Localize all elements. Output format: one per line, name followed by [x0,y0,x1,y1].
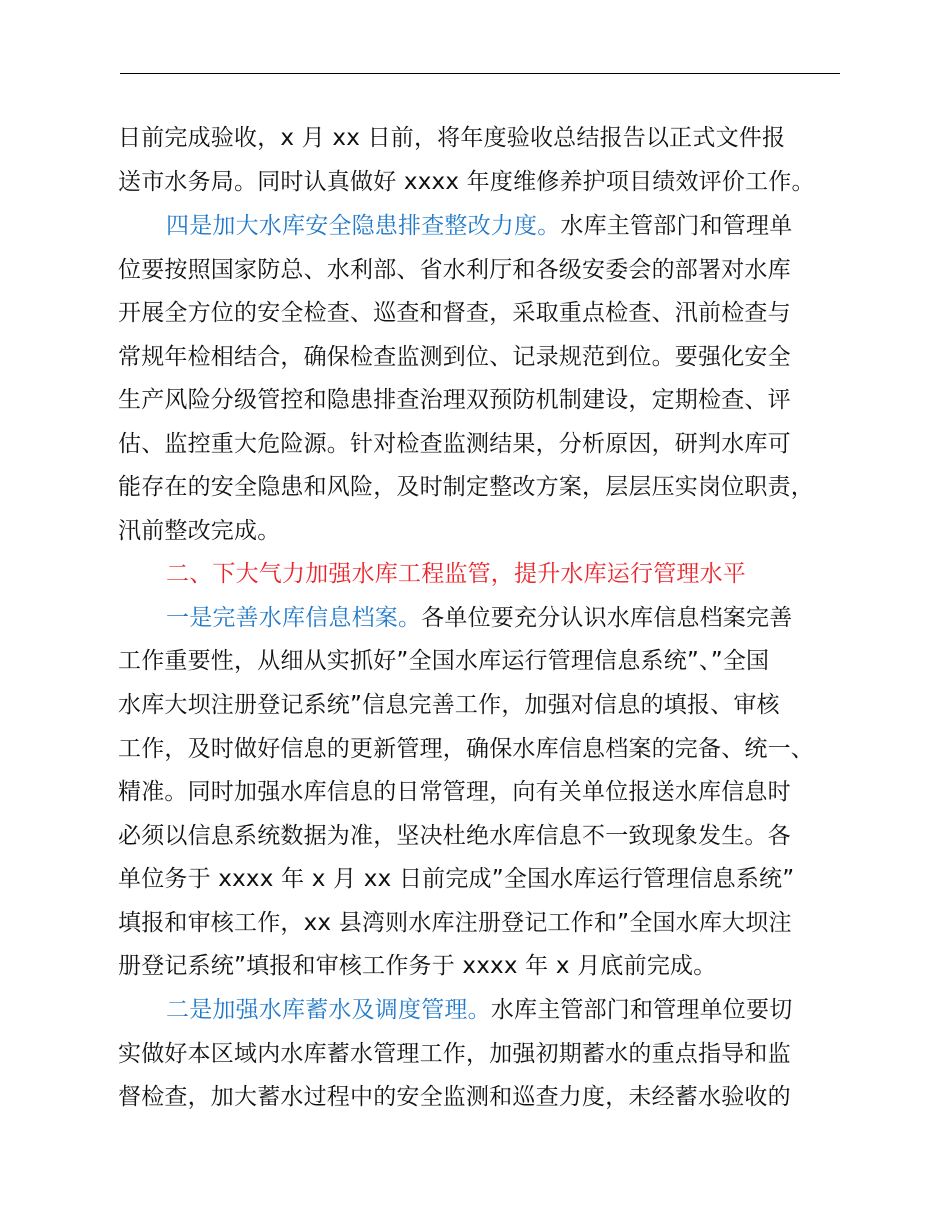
paragraph-text: 水库主管部门和管理单位要切 [490,997,793,1023]
text-line: 能存在的安全隐患和风险，及时制定整改方案，层层压实岗位职责， [118,474,814,500]
text-line: 位要按照国家防总、水利部、省水利厅和各级安委会的部署对水库 [118,257,791,283]
header-rule [120,73,840,74]
text-line: 工作，及时做好信息的更新管理，确保水库信息档案的完备、统一、 [118,736,814,762]
text-line: 单位务于 xxxx 年 x 月 xx 日前完成”全国水库运行管理信息系统” [118,866,795,892]
text-line: 填报和审核工作，xx 县湾则水库注册登记工作和”全国水库大坝注 [118,910,792,936]
paragraph-text: 各单位要充分认识水库信息档案完善 [421,605,793,631]
text-line: 常规年检相结合，确保检查监测到位、记录规范到位。要强化安全 [118,344,791,370]
section-heading-two: 二、下大气力加强水库工程监管，提升水库运行管理水平 [166,561,746,587]
text-line: 汛前整改完成。 [118,518,281,544]
text-line: 估、监控重大危险源。针对检查监测结果，分析原因，研判水库可 [118,431,791,457]
text-line: 督检查，加大蓄水过程中的安全监测和巡查力度，未经蓄水验收的 [118,1084,791,1110]
text-line: 实做好本区域内水库蓄水管理工作，加强初期蓄水的重点指导和监 [118,1041,791,1067]
text-line: 工作重要性，从细从实抓好”全国水库运行管理信息系统”、”全国 [118,648,770,674]
subheading-info-archive: 一是完善水库信息档案。 [166,605,422,631]
text-line: 送市水务局。同时认真做好 xxxx 年度维修养护项目绩效评价工作。 [118,169,815,195]
text-line: 生产风险分级管控和隐患排查治理双预防机制建设，定期检查、评 [118,387,791,413]
paragraph-line [166,995,792,1025]
text-line: 日前完成验收，x 月 xx 日前，将年度验收总结报告以正式文件报 [118,125,786,151]
text-line: 水库大坝注册登记系统”信息完善工作，加强对信息的填报、审核 [118,692,780,718]
paragraph-line [166,211,792,241]
subheading-storage-dispatch: 二是加强水库蓄水及调度管理。 [166,997,491,1023]
subheading-hazard-rectification: 四是加大水库安全隐患排查整改力度。 [166,213,561,239]
text-line: 必须以信息系统数据为准，坚决杜绝水库信息不一致现象发生。各 [118,823,791,849]
paragraph-line [166,603,792,633]
text-line: 开展全方位的安全检查、巡查和督查，采取重点检查、汛前检查与 [118,300,791,326]
paragraph-text: 水库主管部门和管理单 [560,213,793,239]
text-line: 册登记系统”填报和审核工作务于 xxxx 年 x 月底前完成。 [118,953,717,979]
text-line: 精准。同时加强水库信息的日常管理，向有关单位报送水库信息时 [118,779,791,805]
